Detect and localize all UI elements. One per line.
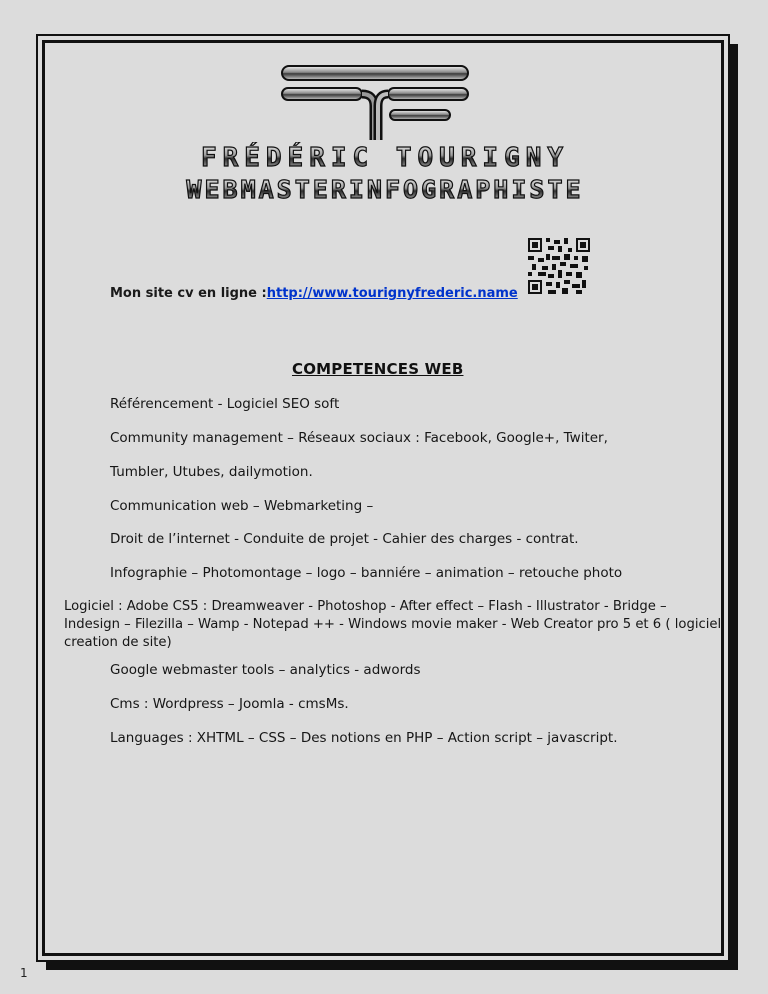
site-line: [110, 286, 518, 301]
skill-line-logiciel: Logiciel : Adobe CS5 : Dreamweaver - Photoshop - After effect – Flash - Illustrator - Bridge – Indesign – Filezilla – Wamp - Notepad ++ - Windows movie maker - Web Creator pro 5 et 6 ( logiciel creation de site): [64, 599, 722, 650]
skill-line-google: Google webmaster tools – analytics - adwords: [110, 662, 421, 678]
skill-line-cms: Cms : Wordpress – Joomla - cmsMs.: [110, 696, 349, 712]
skill-line-droit: Droit de l’internet - Conduite de projet - Cahier des charges - contrat.: [110, 531, 579, 547]
skill-line-community-cont: Tumbler, Utubes, dailymotion.: [110, 464, 313, 480]
logo-wordmark-icon: [60, 142, 710, 206]
skill-line-seo: Référencement - Logiciel SEO soft: [110, 396, 340, 412]
skill-line-community: Community management – Réseaux sociaux : Facebook, Google+, Twiter,: [110, 430, 608, 446]
qr-code-icon[interactable]: [528, 238, 590, 294]
svg-text:WEBMASTERINFOGRAPHISTE: WEBMASTERINFOGRAPHISTE: [186, 175, 584, 204]
page-shadow-bottom: [46, 962, 738, 970]
svg-text:FRÉDÉRIC TOURIGNY: FRÉDÉRIC TOURIGNY: [200, 143, 570, 173]
section-title: COMPETENCES WEB: [292, 360, 464, 378]
page-shadow-right: [730, 44, 738, 970]
skill-line-languages: Languages : XHTML – CSS – Des notions en PHP – Action script – javascript.: [110, 730, 618, 746]
site-url-link[interactable]: http://www.tourignyfrederic.name: [266, 286, 518, 301]
skill-line-communication: Communication web – Webmarketing –: [110, 498, 374, 514]
ft-logo-icon: [278, 60, 472, 144]
site-label: Mon site cv en ligne :: [110, 286, 267, 301]
page-number: 1: [20, 966, 28, 980]
skill-line-infographie: Infographie – Photomontage – logo – banniére – animation – retouche photo: [110, 565, 623, 581]
